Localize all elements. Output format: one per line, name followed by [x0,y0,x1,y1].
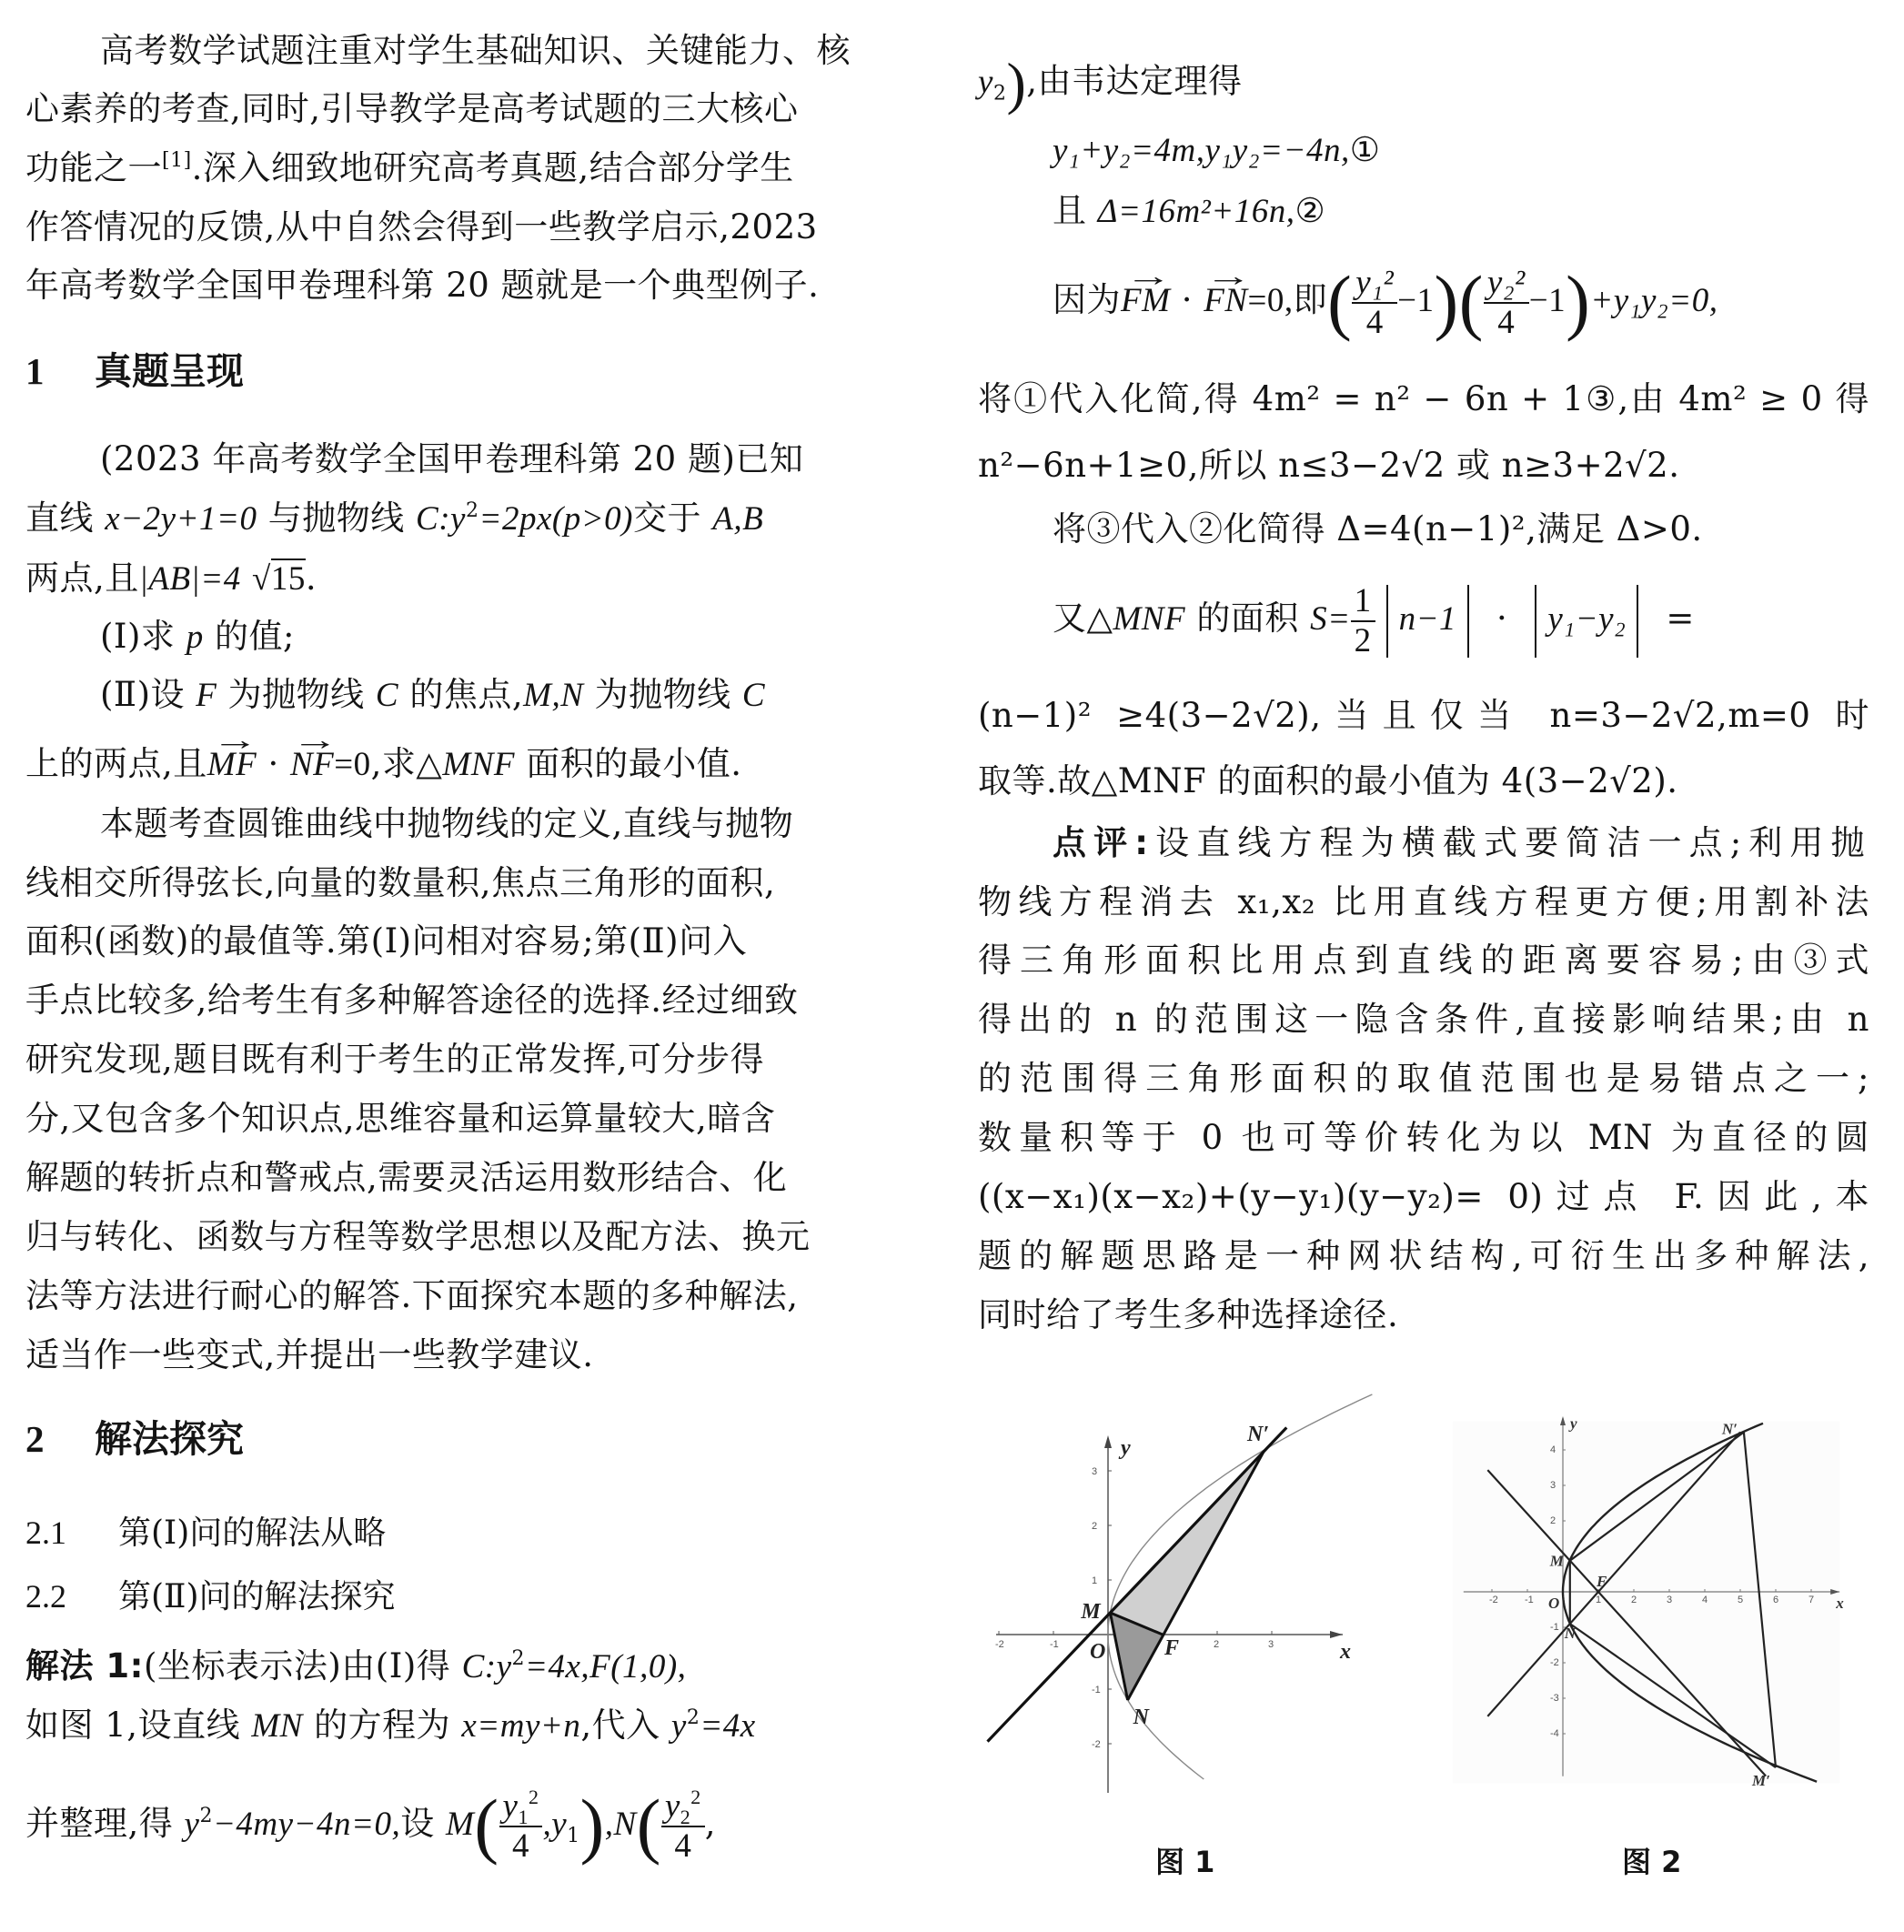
superscript: 2 [690,1785,701,1808]
subsection-title: 第(Ⅱ)问的解法探究 [118,1578,396,1615]
equals-sign: = [1666,599,1695,638]
x-tick-label: -1 [1525,1595,1534,1605]
figure-2-caption: 图 2 [1622,1845,1682,1879]
equation: C:y [461,1648,512,1685]
text: 直线 [25,498,106,538]
exponent: 2 [511,1647,525,1670]
denominator: 4 [674,1826,692,1865]
dot-operator: · [257,744,290,783]
text: 的焦点, [398,675,524,714]
y-tick-label: -4 [1550,1728,1559,1739]
section-number: 2 [25,1418,45,1460]
origin-label: O [1548,1595,1560,1612]
intro-text: 作答情况的反馈,从中自然会得到一些教学启示,2023 [25,207,818,247]
section-title: 解法探究 [95,1417,244,1461]
x-tick-label: 3 [1667,1595,1673,1605]
subsection-number: 2.1 [25,1514,66,1551]
origin-label: O [1090,1640,1106,1664]
y-tick-label: 4 [1550,1444,1556,1455]
x-tick-label: -2 [1489,1595,1498,1605]
text: 上的两点,且 [25,744,207,783]
exponent: 2 [199,1805,213,1827]
numerator: y₂² [1484,264,1529,304]
parabola-equation: C:y [416,500,466,538]
y-tick-label: -1 [1092,1685,1101,1696]
y-tick-label: 2 [1092,1521,1098,1532]
text: 将③代入②化简得 Δ=4(n−1)²,满足 Δ>0. [1053,509,1703,548]
subsection-number: 2.2 [25,1578,66,1615]
discriminant-formula: Δ=16m²+16n, [1097,193,1295,230]
x-tick-label: -1 [1050,1639,1059,1650]
paren-close: ) [1566,262,1591,343]
variable-y: y [978,63,993,101]
comment-text: 同时给了考生多种选择途径. [978,1295,1399,1334]
text: , [704,1804,717,1843]
text: 的值; [203,617,295,656]
analysis-text: 研究发现,题目既有利于考生的正常发挥,可分步得 [25,1040,765,1079]
y-tick-label: 3 [1550,1480,1556,1491]
point-M: M [446,1806,475,1843]
text: +y₁y₂=0, [1590,282,1718,319]
equation-mark-2: ② [1295,191,1326,230]
x-tick-label: 2 [1214,1639,1220,1650]
denominator: 4 [511,1826,529,1865]
comment-text: 题的解题思路是一种网状结构,可衍生出多种解法, [978,1236,1869,1275]
analysis-text: 法等方法进行耐心的解答.下面探究本题的多种解法, [25,1276,799,1315]
section-title: 真题呈现 [95,349,244,393]
denominator: 2 [1354,621,1372,659]
text: 且 [1053,191,1098,230]
paren-open: ( [474,1786,499,1867]
text: n²−6n+1≥0,所以 n≤3−2√2 或 n≥3+2√2. [978,446,1680,485]
paren-close: ) [1006,51,1027,116]
comment-text: 数量积等于 0 也可等价转化为以 MN 为直径的圆 [978,1118,1869,1157]
figure-1-caption: 图 1 [1155,1845,1215,1879]
x-tick-label: 4 [1702,1595,1708,1605]
text: 取等.故△MNF 的面积的最小值为 4(3−2√2). [978,761,1678,800]
text: 为抛物线 [583,675,742,714]
numerator: 1 [1351,582,1375,622]
coord-y: ,y [542,1806,568,1843]
line-MN: MN [251,1707,303,1745]
dot-operator: · [1496,599,1508,638]
equation-rest: =4x [700,1707,756,1745]
y-axis-label: y [1570,1414,1577,1433]
y-tick-label: 3 [1092,1466,1098,1477]
exponent: 2 [465,499,479,522]
point-M-label: M [1081,1600,1101,1624]
y-tick-label: 1 [1092,1575,1098,1586]
analysis-text: 分,又包含多个知识点,思维容量和运算量较大,暗含 [25,1099,776,1138]
text: 又△ [1053,599,1113,638]
comment-text: 物线方程消去 x₁,x₂ 比用直线方程更方便;用割补法 [978,882,1869,921]
dot-operator: · [1170,280,1204,319]
exponent: 2 [686,1706,700,1729]
point-N-prime-label: N′ [1721,1420,1738,1438]
minus-one: −1 [1397,282,1435,319]
subscript: 1 [518,1805,529,1828]
comment-text: 的范围得三角形面积的取值范围也是易错点之一; [978,1059,1869,1098]
variables-MN: M,N [523,677,584,714]
x-axis-label: x [1836,1595,1844,1612]
x-tick-label: 5 [1738,1595,1744,1605]
area-S: S= [1310,600,1351,638]
analysis-text: 面积(函数)的最值等.第(Ⅰ)问相对容易;第(Ⅱ)问入 [25,921,748,961]
analysis-text: 本题考查圆锥曲线中抛物线的定义,直线与抛物 [100,804,794,843]
x-tick-label: 1 [1596,1595,1602,1605]
comment-text: 得出的 n 的范围这一隐含条件,直接影响结果;由 n [978,1000,1869,1039]
text: =0,即 [1247,282,1328,319]
analysis-text: 解题的转折点和警戒点,需要灵活运用数形结合、化 [25,1158,788,1197]
equation-rest: =4x,F(1,0), [525,1648,687,1685]
paren-open: ( [1458,262,1484,343]
vector-FM: → FM [1121,256,1170,347]
variable-p: p [186,619,204,656]
intro-text: 年高考数学全国甲卷理科第 20 题就是一个典型例子. [25,266,820,305]
subscript: 2 [680,1805,691,1828]
comment-text: 得三角形面积比用点到直线的距离要容易;由③式 [978,941,1869,980]
point-N-label: N [1133,1706,1149,1729]
point-F-label: F [1164,1636,1180,1660]
text: 两点,且 [25,558,139,598]
comment-text: 设直线方程为横截式要简洁一点;利用抛 [1148,823,1866,862]
variable-C: C [375,677,399,714]
text: 的方程为 [302,1706,462,1745]
sqrt-symbol: √ [252,560,271,598]
intro-text: 功能之一 [25,148,162,187]
y-axis-arrow-icon [1560,1416,1566,1425]
subsection-title: 第(Ⅰ)问的解法从略 [118,1514,387,1552]
analysis-text: 归与转化、函数与方程等数学思想以及配方法、换元 [25,1217,811,1256]
x-tick-label: 3 [1268,1639,1274,1650]
plot-background [1453,1422,1839,1784]
paren-open: ( [636,1786,661,1867]
equation-rest: −4my−4n=0, [212,1806,401,1843]
text: 如图 1,设直线 [25,1706,252,1745]
superscript: 2 [528,1785,539,1808]
denominator: 4 [1497,303,1516,341]
equals-zero: =0 [334,746,371,783]
text: 因为 [1053,280,1121,319]
intro-text: 心素养的考查,同时,引导教学是高考试题的三大核心 [25,89,799,128]
line-equation: x=my+n [461,1707,581,1745]
points-AB: A,B [712,500,764,538]
paren-close: ) [1434,262,1459,343]
solution-label: 解法 1: [25,1646,144,1685]
equation-mark-1: ① [1349,130,1381,169]
minus-one: −1 [1528,282,1567,319]
subscript: 1 [567,1825,580,1847]
y-tick-label: -2 [1550,1657,1559,1668]
sqrt-value: 15 [270,560,306,598]
line-equation: x−2y+1=0 [105,500,257,538]
paren-open: ( [1327,262,1353,343]
vector-MF: → MF [207,745,257,785]
point-M-prime-label: M′ [1752,1772,1770,1790]
numerator: y [664,1786,680,1825]
analysis-text: 适当作一些变式,并提出一些教学建议. [25,1335,594,1374]
chord-length: |AB|=4 [138,560,241,598]
y-tick-label: -2 [1092,1739,1101,1750]
point-M-label: M [1549,1552,1564,1570]
x-axis-label: x [1340,1640,1351,1664]
text: 为抛物线 [217,675,376,714]
x-tick-label: 7 [1808,1595,1815,1605]
comment-text: ((x−x₁)(x−x₂)+(y−y₁)(y−y₂)= 0)过点 F.因此,本 [978,1177,1869,1216]
intro-text: .深入细致地研究高考真题,结合部分学生 [191,148,794,187]
variable-F: F [196,677,217,714]
x-tick-label: -2 [995,1639,1004,1650]
text: 将①代入化简,得 4m² = n² − 6n + 1③,由 4m² ≥ 0 得 [978,379,1869,418]
analysis-text: 手点比较多,给考生有多种解答途径的选择.经过细致 [25,981,799,1020]
section-number: 1 [25,350,45,392]
y-axis-label: y [1121,1436,1131,1460]
text: ,由韦达定理得 [1026,61,1243,101]
text: (Ⅰ)求 [100,617,186,656]
variable-C: C [741,677,766,714]
x-tick-label: 2 [1631,1595,1637,1605]
text: (Ⅱ)设 [100,675,196,714]
paren-close: ) [579,1786,605,1867]
text: 的面积 [1185,599,1311,638]
parabola-equation-rest: =2px(p>0) [479,500,633,538]
text: ,代入 [580,1706,671,1745]
triangle-MNF: MNF [442,746,515,783]
point-N-label: N [1564,1625,1577,1643]
citation-ref[interactable]: [1] [162,149,192,172]
point-N: ,N [604,1806,637,1843]
vieta-formula: y₁+y₂=4m,y₁y₂=−4n, [1053,132,1350,169]
point-N-prime-label: N′ [1247,1423,1270,1446]
text: . [305,558,317,598]
y-tick-label: -3 [1550,1693,1559,1704]
x-tick-label: 6 [1773,1595,1779,1605]
text: (坐标表示法)由(Ⅰ)得 [143,1646,462,1685]
text: 面积的最小值. [514,744,742,783]
subscript: 2 [992,82,1007,106]
text: ,求△ [370,744,443,783]
intro-text: 高考数学试题注重对学生基础知识、关键能力、核 [100,31,851,70]
equation: y [184,1806,200,1843]
text: 交于 [633,498,713,538]
analysis-text: 线相交所得弦长,向量的数量积,焦点三角形的面积, [25,863,776,902]
abs-y1-minus-y2: y₁−y₂ [1547,600,1627,638]
text: 设 [400,1804,447,1843]
abs-n-minus-1: n−1 [1398,600,1457,638]
vector-NF: → NF [290,745,334,785]
text: 与抛物线 [257,498,417,538]
equation: y [670,1707,687,1745]
text: 并整理,得 [25,1804,185,1843]
point-F-label: F [1597,1573,1607,1590]
denominator: 4 [1365,303,1384,341]
comment-label: 点评: [1053,823,1149,862]
numerator: y [502,1786,519,1825]
y-tick-label: 2 [1550,1515,1556,1526]
vector-FN: → FN [1204,256,1247,347]
y-tick-label: -1 [1550,1622,1559,1633]
triangle-MNF: MNF [1113,600,1186,638]
text: (n−1)² ≥4(3−2√2),当且仅当 n=3−2√2,m=0 时 [978,696,1869,735]
numerator: y₁² [1352,264,1397,304]
problem-text: (2023 年高考数学全国甲卷理科第 20 题)已知 [100,439,804,478]
